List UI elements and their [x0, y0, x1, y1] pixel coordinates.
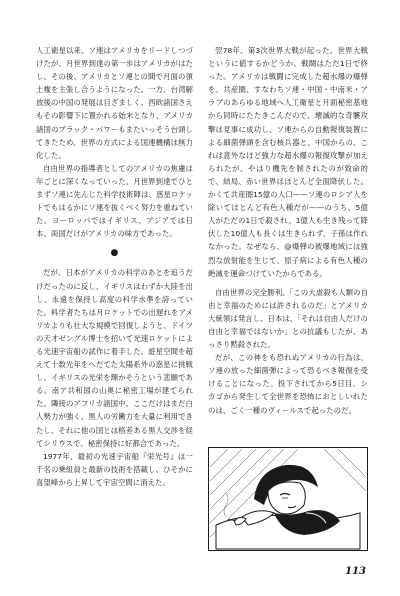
paragraph: だが、この神をも恐れぬアメリカの行為は、ソ連の放った細菌弾によって恐るべき報復を受けることになった。投下されてから5日目、シカゴから発生して全世界を恐怖におとしいれたのは、ごく一種のヴィールスで起ったのだ。 — [208, 353, 368, 415]
left-text-column — [36, 44, 193, 489]
paragraph: 自由世界の指導者としてのアメリカの焦慮は年ごとに深くなっていった。月世界到達でひとまずソ連に先んじた科学技術陣は、惑星ロケットでもはるかにソ連を抜くべく努力を重ねていた。ヨーロッパではイギリス、アジアでは日本、両国だけがアメリカの味方であった。 — [36, 163, 193, 239]
paragraph: 人工衛星以来、ソ連はアメリカをリードしつづけたが、月世界到達の第一歩はアメリカがはたし、その後、アメリカとソ連との間で月面の領土権を主張し合うようになった。一方、台湾解放後の中国の発展は目ざましく、西欧諸国さえもその影響下に置かれる始末となり、アメリカ諸国のブラック・パワーもまたいっそう台頭してきたため、世界の方式による国連機構は無力化した。 — [36, 46, 193, 160]
right-text-column — [208, 44, 368, 417]
paragraph: 翌78年、第3次世界大戦が起った。世界大戦というに値するかどうか、戦闘はただ1日で終った。アメリカは戦闘に完成した超水爆の爆弾を、共産圏、すなわちソ連・中国・中南米・アラブのあらゆる地域へ人工衛星と月面秘密基地から同時にたたきこんだので、壊滅的な奇襲攻撃は見事に成功し、ソ連からの自動報復装置による細菌弾頭を含む核兵器と、中国からの、これは意外なほど強力な超水爆の報復攻撃が加えられたが、やはり機先を制されたのが致命的で、結局、赤い世界はほとんど全面降伏した。かくて共産圏15億の人口——ソ連のロシア人を除いてほとんど有色人種だが——のうち、5億人がただの1日で殺され、1億人も生き残って降伏した10億人も長くは生きられず、子孫は作れなかった。なぜなら、@爆弾の被爆地域には強烈な放射能を生じて、原子病による有色人種の絶滅を運命づけていたからである。 — [208, 46, 368, 278]
paragraph: だが、日本がアメリカの科学のあとを追うだけだったのに反し、イギリスはわずか大陸を出し、永遠を保持し高度の科学水準を誇っていた。科学者たちは月ロケットでの出遅れをアメリカよりも壮大な規模で回復しようと、ドイツの天才ゼングル博士を招いて光速ロケットによる光速宇宙船の試作に着手した。遊星空間を超えて十数光年をへだてた太陽系外の惑星に挑戦し、イギリスの光栄を輝かそうという悲願である。南ア共和国の山奥に秘密工場が建てられた。隣接のアフリカ諸国中、ここだけはまだ白人勢力が強く、黒人の労働力を大量に利用できたし、それに他の国とは格差ある黒人交渉を経てシリウスで、秘密保持に好都合であった。 — [36, 268, 193, 448]
page-number: 113 — [345, 566, 366, 577]
paragraph: 1977年、最初の光速宇宙船『栄光号』は一千名の乗組員と最新の技術を搭載し、ひそかに喜望峰から上昇して宇宙空間に消えた。 — [36, 451, 193, 487]
paragraph: 自由世界の完全勝利。「この大虐殺も人類の自由と幸福のためには許されるのだ」とアメリカ大統領は発言し、日本は、「それは自由人だけの自由と幸福ではないか」との抗議もしたが、あっさり黙殺された。 — [208, 287, 368, 350]
section-bullet: ● — [110, 248, 119, 259]
manga-illustration-woman-reclining-icon — [208, 447, 368, 551]
